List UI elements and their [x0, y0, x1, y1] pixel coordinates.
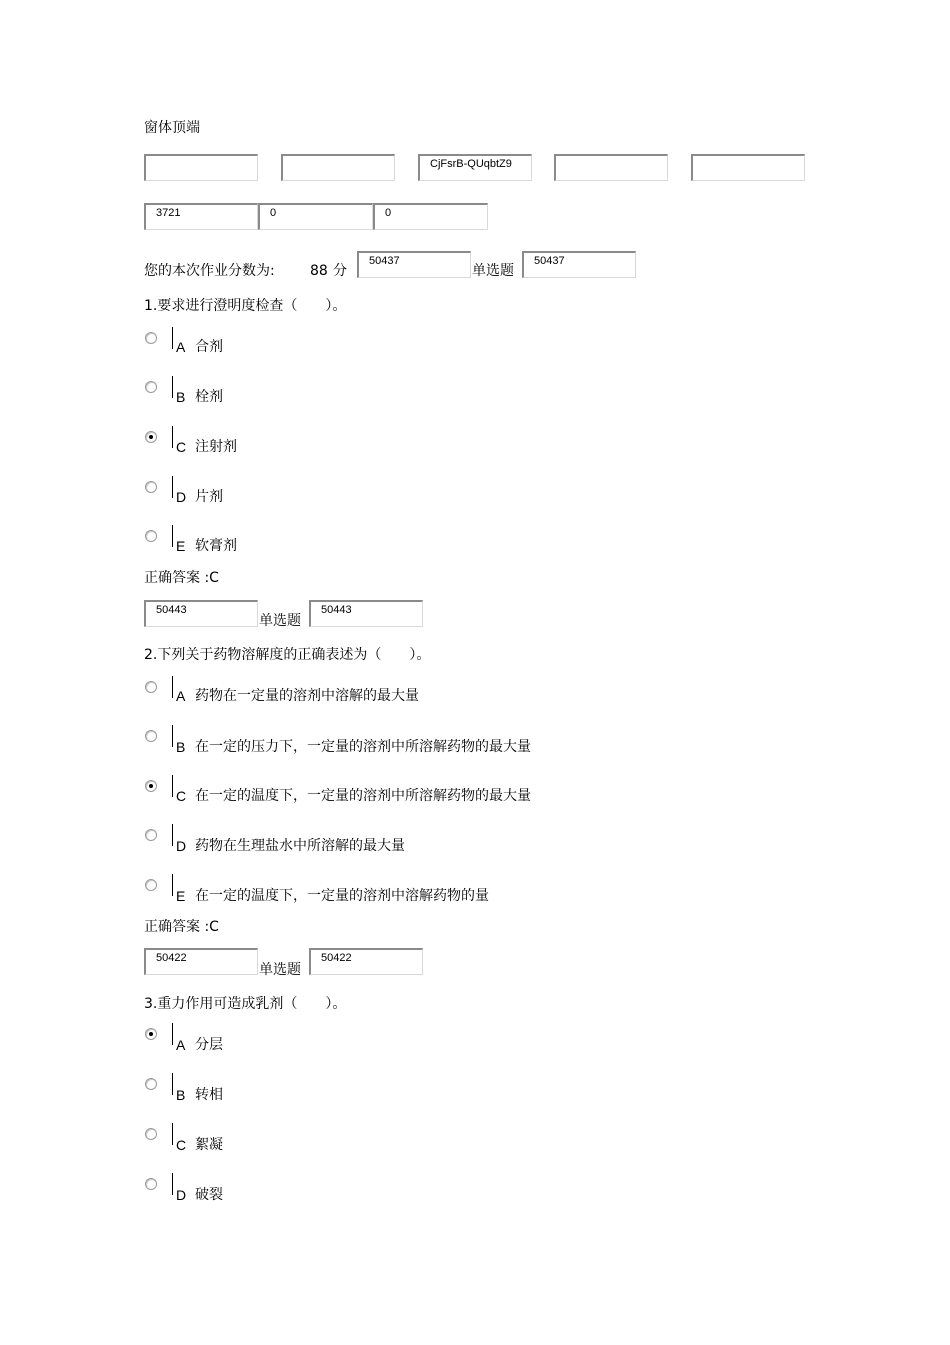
q3-option-a-radio[interactable] [145, 1028, 157, 1040]
divider [172, 476, 173, 498]
q1-option-d-radio[interactable] [145, 481, 157, 493]
option-text: 药物在一定量的溶剂中溶解的最大量 [195, 688, 419, 704]
hidden-field-8[interactable]: 0 [373, 203, 488, 230]
q3-option-d-radio[interactable] [145, 1178, 157, 1190]
option-letter: B [176, 739, 186, 755]
option-letter: A [176, 339, 186, 355]
question-id-field[interactable]: 50437 [522, 251, 636, 278]
option-letter: E [176, 538, 186, 554]
hidden-field-1[interactable] [144, 154, 258, 181]
question-3-id-field[interactable]: 50422 [144, 948, 258, 975]
option-letter: C [176, 788, 187, 804]
option-text: 软膏剂 [195, 538, 237, 554]
option-text: 在一定的压力下，一定量的溶剂中所溶解药物的最大量 [195, 739, 531, 755]
q1-option-c-radio[interactable] [145, 431, 157, 443]
question-type-label: 单选题 [472, 263, 514, 279]
option-letter: C [176, 1137, 187, 1153]
divider [172, 426, 173, 448]
option-letter: D [176, 838, 187, 854]
option-text: 在一定的温度下，一定量的溶剂中溶解药物的量 [195, 888, 489, 904]
option-letter: A [176, 1037, 186, 1053]
q2-option-d-radio[interactable] [145, 829, 157, 841]
q2-option-e-radio[interactable] [145, 879, 157, 891]
q3-option-b-radio[interactable] [145, 1078, 157, 1090]
score-value: 88 [310, 263, 328, 279]
hidden-field-2[interactable] [281, 154, 395, 181]
divider [172, 327, 173, 349]
hidden-field-4[interactable] [554, 154, 668, 181]
question-2-type-label: 单选题 [259, 613, 301, 629]
question-3-id-field-b[interactable]: 50422 [309, 948, 423, 975]
q2-option-c-radio[interactable] [145, 780, 157, 792]
option-text: 转相 [195, 1087, 223, 1103]
hidden-field-7[interactable]: 0 [258, 203, 373, 230]
divider [172, 1073, 173, 1095]
divider [172, 1123, 173, 1145]
question-2-id-field-b[interactable]: 50443 [309, 600, 423, 627]
option-letter: D [176, 489, 187, 505]
option-text: 合剂 [195, 339, 223, 355]
option-letter: C [176, 439, 187, 455]
q1-option-b-radio[interactable] [145, 381, 157, 393]
q2-option-b-radio[interactable] [145, 730, 157, 742]
option-text: 絮凝 [195, 1137, 223, 1153]
option-letter: B [176, 1087, 186, 1103]
divider [172, 1023, 173, 1045]
hidden-field-5[interactable] [691, 154, 805, 181]
q3-option-c-radio[interactable] [145, 1128, 157, 1140]
q1-option-e-radio[interactable] [145, 530, 157, 542]
divider [172, 874, 173, 896]
option-text: 注射剂 [195, 439, 237, 455]
option-letter: D [176, 1187, 187, 1203]
correct-answer-2: 正确答案 :C [144, 919, 219, 935]
option-text: 片剂 [195, 489, 223, 505]
score-id-field[interactable]: 50437 [357, 251, 471, 278]
option-text: 栓剂 [195, 389, 223, 405]
divider [172, 525, 173, 547]
option-text: 药物在生理盐水中所溶解的最大量 [195, 838, 405, 854]
option-text: 破裂 [195, 1187, 223, 1203]
correct-answer-1: 正确答案 :C [144, 570, 219, 586]
question-3-type-label: 单选题 [259, 962, 301, 978]
option-text: 分层 [195, 1037, 223, 1053]
divider [172, 775, 173, 797]
option-letter: E [176, 888, 186, 904]
divider [172, 1173, 173, 1195]
divider [172, 725, 173, 747]
divider [172, 824, 173, 846]
q2-option-a-radio[interactable] [145, 681, 157, 693]
question-2-text: 2.下列关于药物溶解度的正确表述为（ ）。 [144, 647, 431, 663]
question-1-text: 1.要求进行澄明度检查（ ）。 [144, 298, 347, 314]
form-top-label: 窗体顶端 [144, 120, 200, 136]
option-text: 在一定的温度下，一定量的溶剂中所溶解药物的最大量 [195, 788, 531, 804]
option-letter: A [176, 688, 186, 704]
score-unit: 分 [333, 263, 347, 279]
question-2-id-field[interactable]: 50443 [144, 600, 258, 627]
hidden-field-3[interactable]: CjFsrB-QUqbtZ9 [418, 154, 532, 181]
option-letter: B [176, 389, 186, 405]
question-3-text: 3.重力作用可造成乳剂（ ）。 [144, 996, 347, 1012]
score-label: 您的本次作业分数为: [144, 263, 275, 279]
hidden-field-6[interactable]: 3721 [144, 203, 258, 230]
divider [172, 676, 173, 698]
divider [172, 376, 173, 398]
q1-option-a-radio[interactable] [145, 332, 157, 344]
